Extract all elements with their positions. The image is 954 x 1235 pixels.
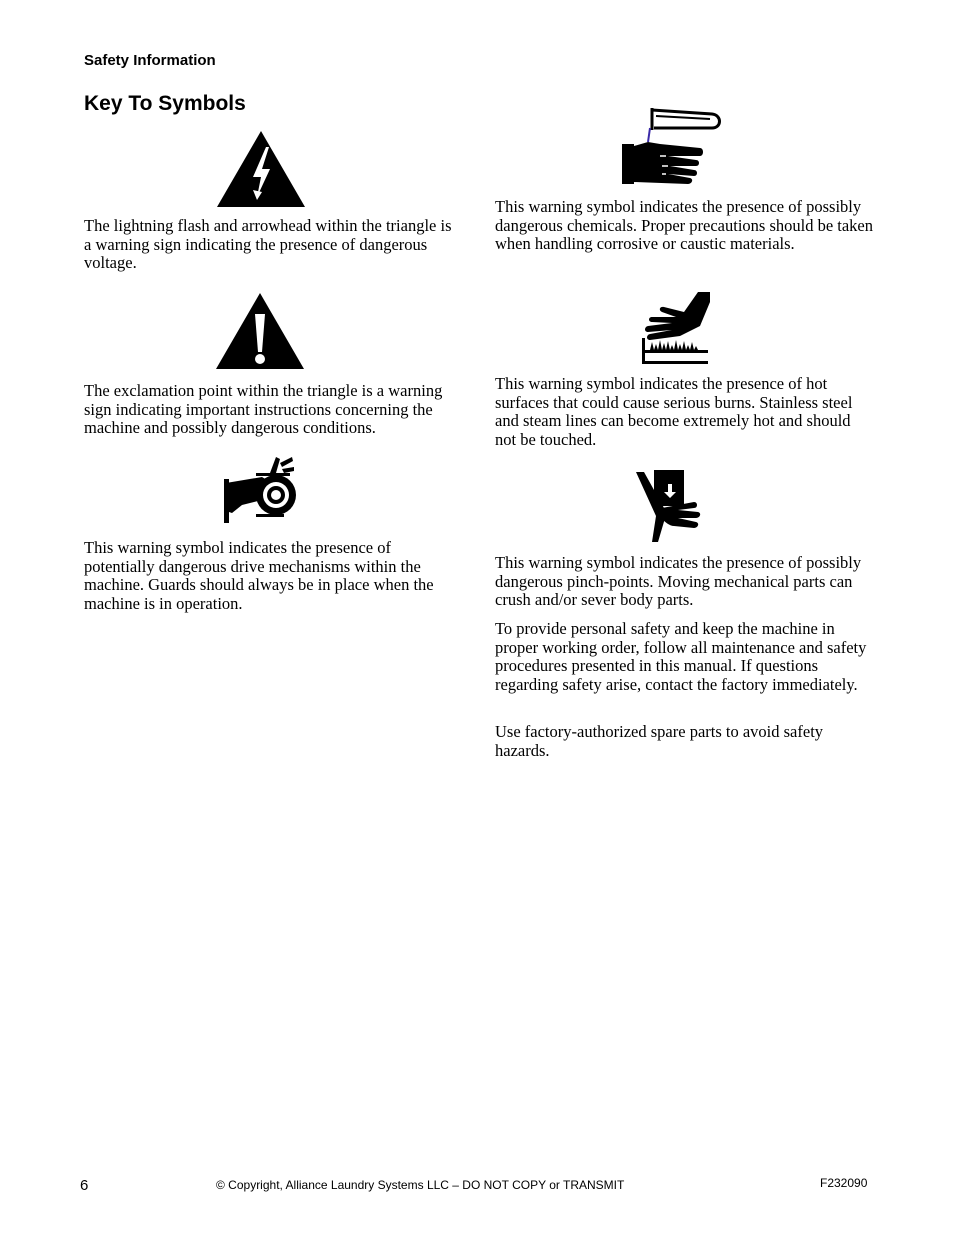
page-number: 6 bbox=[80, 1177, 89, 1194]
exclamation-triangle-icon bbox=[215, 292, 305, 370]
copyright-notice: © Copyright, Alliance Laundry Systems LLC – DO NOT COPY or TRANSMIT bbox=[216, 1178, 625, 1192]
document-code: F232090 bbox=[820, 1176, 868, 1190]
section-label: Safety Information bbox=[84, 52, 216, 69]
safety-paragraph: To provide personal safety and keep the machine in proper working order, follow all maintenance and safety procedures presented in this manual. If questions regarding safety arise, contact the factory immediately. bbox=[495, 619, 867, 694]
pinch-description: This warning symbol indicates the presence of possibly dangerous pinch-points. Moving mechanical parts can crush and/or sever body parts. bbox=[495, 553, 862, 610]
pinch-point-icon bbox=[634, 468, 704, 544]
drive-description: This warning symbol indicates the presence of potentially dangerous drive mechanisms within the machine. Guards should always be in place when the machine is in operation. bbox=[84, 538, 434, 613]
lightning-triangle-icon bbox=[216, 130, 306, 208]
hot-surface-description: This warning symbol indicates the presence of hot surfaces that could cause serious burns. Stainless steel and steam lines can become extremely hot and should not be touched. bbox=[495, 374, 853, 449]
chemical-description: This warning symbol indicates the presence of possibly dangerous chemicals. Proper precautions should be taken when handling corrosive or caustic materials. bbox=[495, 197, 874, 254]
hot-surface-icon bbox=[640, 290, 712, 366]
lightning-description: The lightning flash and arrowhead within the triangle is a warning sign indicating the presence of dangerous voltage. bbox=[84, 216, 452, 273]
chemical-hand-icon bbox=[620, 104, 724, 186]
exclamation-description: The exclamation point within the triangle is a warning sign indicating important instructions concerning the machine and possibly dangerous conditions. bbox=[84, 381, 443, 438]
page-title: Key To Symbols bbox=[84, 92, 246, 115]
spare-parts-paragraph: Use factory-authorized spare parts to avoid safety hazards. bbox=[495, 722, 824, 760]
drive-mechanism-icon bbox=[222, 453, 300, 525]
